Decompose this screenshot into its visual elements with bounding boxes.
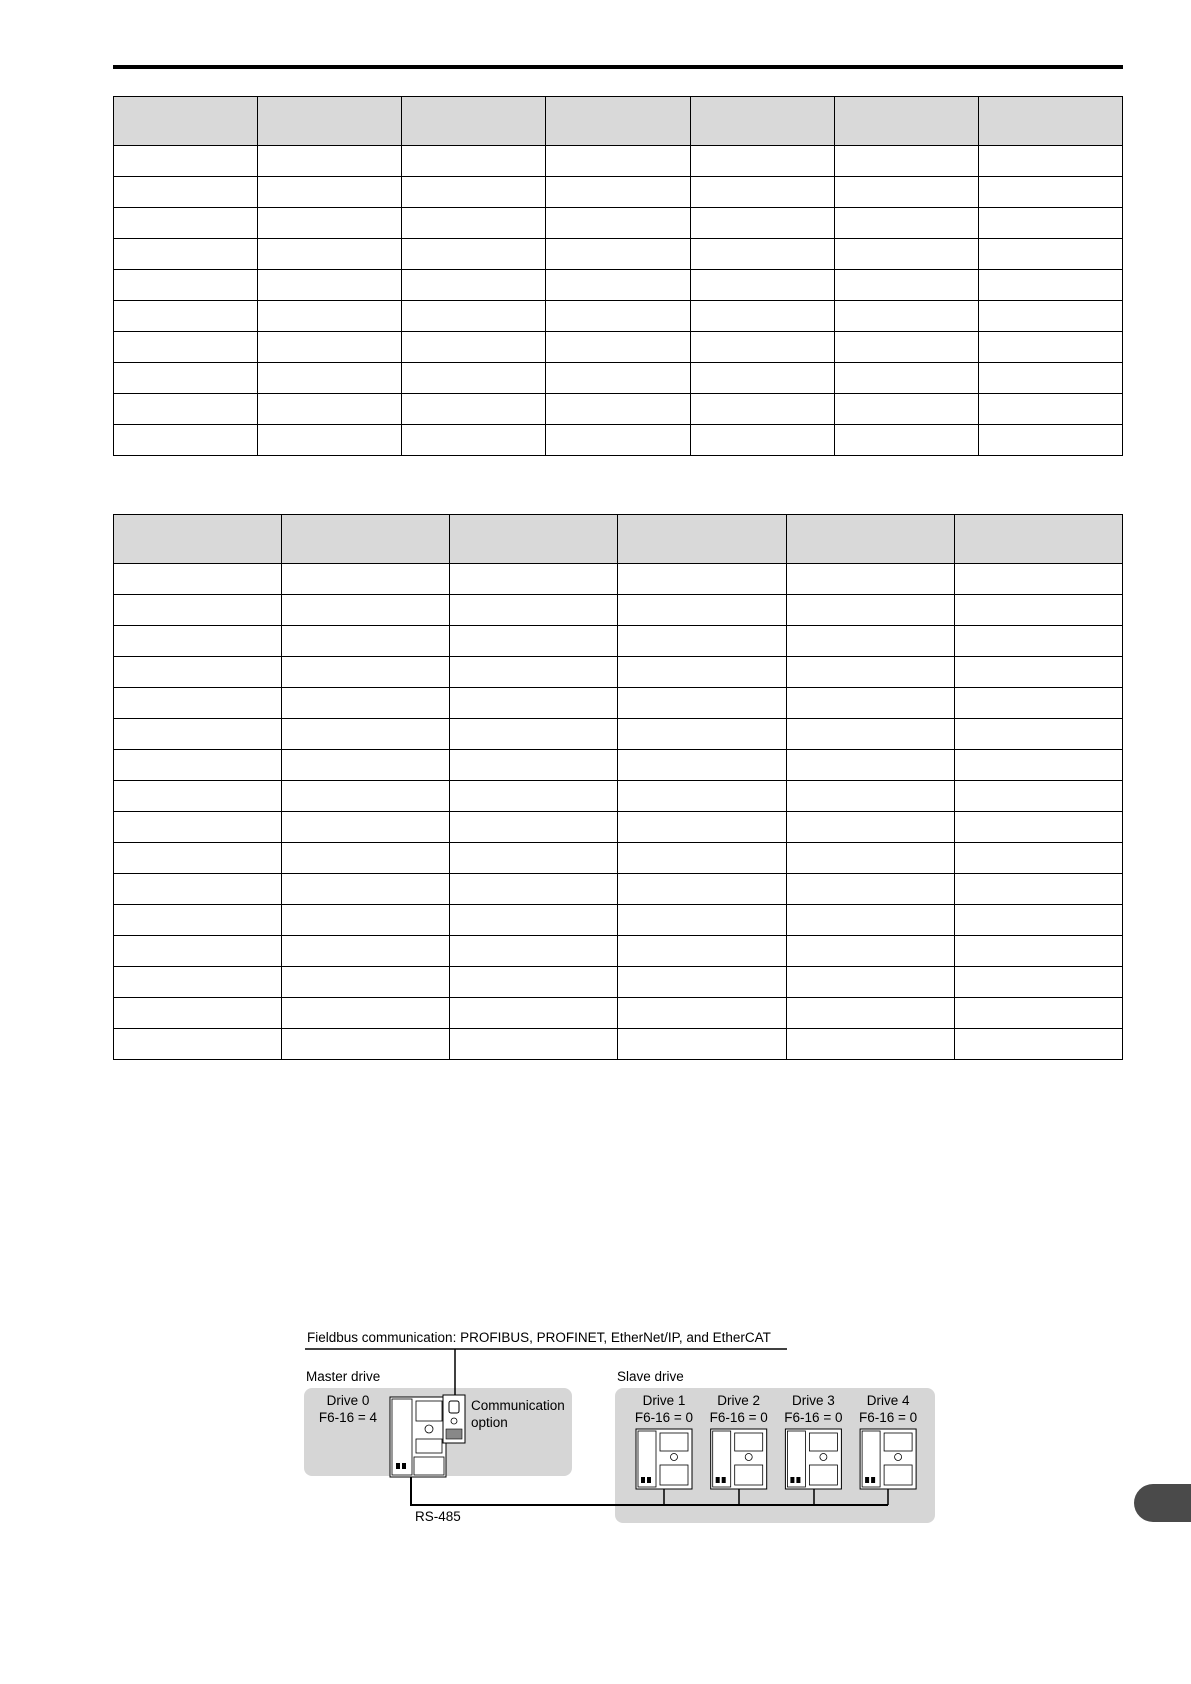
table-header-row bbox=[114, 515, 1123, 564]
table-cell bbox=[282, 595, 450, 626]
table-cell bbox=[786, 905, 954, 936]
table-header-cell bbox=[546, 97, 690, 146]
table-cell bbox=[786, 998, 954, 1029]
table-cell bbox=[114, 1029, 282, 1060]
table-row bbox=[114, 363, 1123, 394]
table-cell bbox=[282, 843, 450, 874]
table-header-cell bbox=[618, 515, 786, 564]
table-cell bbox=[618, 750, 786, 781]
table-cell bbox=[114, 750, 282, 781]
table-cell bbox=[114, 146, 258, 177]
table-header-cell bbox=[402, 97, 546, 146]
table-cell bbox=[978, 332, 1122, 363]
slave-drive-icon bbox=[711, 1429, 767, 1489]
table-header-cell bbox=[786, 515, 954, 564]
table-cell bbox=[402, 394, 546, 425]
table-row bbox=[114, 998, 1123, 1029]
table-cell bbox=[978, 363, 1122, 394]
table-cell bbox=[402, 301, 546, 332]
table-cell bbox=[282, 719, 450, 750]
table-row bbox=[114, 657, 1123, 688]
table-cell bbox=[690, 394, 834, 425]
table-cell bbox=[114, 363, 258, 394]
table-cell bbox=[618, 564, 786, 595]
table-row bbox=[114, 874, 1123, 905]
chapter-tab bbox=[1134, 1484, 1191, 1522]
parameter-table-2 bbox=[113, 514, 1123, 1060]
table-cell bbox=[978, 270, 1122, 301]
table-cell bbox=[618, 905, 786, 936]
table-cell bbox=[402, 208, 546, 239]
table-cell bbox=[282, 936, 450, 967]
table-cell bbox=[114, 719, 282, 750]
table-cell bbox=[114, 270, 258, 301]
fieldbus-network-diagram bbox=[295, 1325, 945, 1525]
table-cell bbox=[114, 208, 258, 239]
table-cell bbox=[282, 967, 450, 998]
table-cell bbox=[546, 332, 690, 363]
table-row bbox=[114, 936, 1123, 967]
table-cell bbox=[834, 208, 978, 239]
table-cell bbox=[258, 208, 402, 239]
table-row bbox=[114, 564, 1123, 595]
table-header-row bbox=[114, 97, 1123, 146]
parameter-table-1 bbox=[113, 96, 1123, 456]
table-cell bbox=[618, 936, 786, 967]
table-cell bbox=[786, 781, 954, 812]
table-cell bbox=[258, 146, 402, 177]
table-cell bbox=[546, 394, 690, 425]
table-cell bbox=[450, 688, 618, 719]
table-cell bbox=[954, 657, 1122, 688]
table-cell bbox=[402, 332, 546, 363]
table-cell bbox=[954, 936, 1122, 967]
table-cell bbox=[954, 967, 1122, 998]
table-cell bbox=[114, 564, 282, 595]
table-cell bbox=[954, 595, 1122, 626]
table-cell bbox=[834, 239, 978, 270]
table-cell bbox=[786, 967, 954, 998]
option-label-line-1: Communication bbox=[471, 1398, 565, 1413]
table-cell bbox=[282, 998, 450, 1029]
table-cell bbox=[618, 1029, 786, 1060]
table-row bbox=[114, 812, 1123, 843]
table-cell bbox=[282, 874, 450, 905]
slave-drive-setting: F6-16 = 0 bbox=[784, 1410, 843, 1425]
table-cell bbox=[618, 781, 786, 812]
table-cell bbox=[282, 905, 450, 936]
table-cell bbox=[114, 967, 282, 998]
slave-drive-name: Drive 4 bbox=[866, 1393, 910, 1408]
slave-drive-name: Drive 3 bbox=[792, 1393, 835, 1408]
table-cell bbox=[786, 874, 954, 905]
table-cell bbox=[786, 936, 954, 967]
table-cell bbox=[954, 874, 1122, 905]
table-cell bbox=[954, 564, 1122, 595]
table-cell bbox=[114, 998, 282, 1029]
table-cell bbox=[618, 812, 786, 843]
table-cell bbox=[114, 812, 282, 843]
table-cell bbox=[114, 301, 258, 332]
table-row bbox=[114, 332, 1123, 363]
table-cell bbox=[786, 626, 954, 657]
table-cell bbox=[402, 425, 546, 456]
table-cell bbox=[450, 719, 618, 750]
table-row bbox=[114, 750, 1123, 781]
table-header-cell bbox=[114, 97, 258, 146]
fieldbus-title: Fieldbus communication: PROFIBUS, PROFINET, EtherNet/IP, and EtherCAT bbox=[307, 1330, 771, 1345]
table-cell bbox=[690, 208, 834, 239]
table-cell bbox=[402, 239, 546, 270]
table-header-cell bbox=[114, 515, 282, 564]
table-row bbox=[114, 270, 1123, 301]
table-row bbox=[114, 781, 1123, 812]
table-cell bbox=[834, 332, 978, 363]
table-row bbox=[114, 967, 1123, 998]
table-cell bbox=[954, 626, 1122, 657]
table-cell bbox=[450, 812, 618, 843]
table-cell bbox=[954, 750, 1122, 781]
table-row bbox=[114, 425, 1123, 456]
table-row bbox=[114, 905, 1123, 936]
table-cell bbox=[834, 425, 978, 456]
table-cell bbox=[618, 998, 786, 1029]
table-cell bbox=[114, 177, 258, 208]
table-header-cell bbox=[834, 97, 978, 146]
table-cell bbox=[954, 998, 1122, 1029]
table-cell bbox=[282, 812, 450, 843]
master-drive-setting: F6-16 = 4 bbox=[318, 1410, 378, 1425]
master-drive-label: Master drive bbox=[306, 1369, 381, 1384]
table-row bbox=[114, 1029, 1123, 1060]
table-cell bbox=[546, 425, 690, 456]
table-cell bbox=[954, 719, 1122, 750]
table-row bbox=[114, 301, 1123, 332]
table-cell bbox=[402, 363, 546, 394]
table-cell bbox=[282, 688, 450, 719]
table-cell bbox=[954, 688, 1122, 719]
master-drive-name: Drive 0 bbox=[326, 1393, 370, 1408]
table-row bbox=[114, 688, 1123, 719]
table-cell bbox=[282, 657, 450, 688]
table-cell bbox=[618, 595, 786, 626]
table-cell bbox=[114, 425, 258, 456]
table-cell bbox=[690, 301, 834, 332]
table-cell bbox=[618, 719, 786, 750]
table-cell bbox=[546, 177, 690, 208]
table-cell bbox=[786, 1029, 954, 1060]
table-cell bbox=[258, 239, 402, 270]
table-cell bbox=[114, 595, 282, 626]
slave-drive-setting: F6-16 = 0 bbox=[634, 1410, 694, 1425]
slave-drive-setting: F6-16 = 0 bbox=[859, 1410, 918, 1425]
table-cell bbox=[618, 874, 786, 905]
table-cell bbox=[834, 301, 978, 332]
table-cell bbox=[546, 208, 690, 239]
table-header-cell bbox=[258, 97, 402, 146]
table-row bbox=[114, 208, 1123, 239]
table-cell bbox=[690, 363, 834, 394]
table-row bbox=[114, 146, 1123, 177]
table-cell bbox=[258, 177, 402, 208]
table-cell bbox=[834, 146, 978, 177]
table-cell bbox=[618, 657, 786, 688]
table-cell bbox=[450, 657, 618, 688]
table-cell bbox=[114, 843, 282, 874]
table-cell bbox=[450, 564, 618, 595]
rs485-label: RS-485 bbox=[415, 1509, 461, 1524]
table-cell bbox=[258, 363, 402, 394]
table-cell bbox=[690, 177, 834, 208]
table-cell bbox=[282, 564, 450, 595]
table-cell bbox=[690, 239, 834, 270]
table-cell bbox=[618, 967, 786, 998]
table-cell bbox=[402, 146, 546, 177]
table-header-cell bbox=[450, 515, 618, 564]
table-cell bbox=[618, 626, 786, 657]
table-cell bbox=[402, 177, 546, 208]
table-cell bbox=[786, 688, 954, 719]
table-cell bbox=[834, 177, 978, 208]
table-cell bbox=[114, 394, 258, 425]
table-cell bbox=[618, 688, 786, 719]
table-cell bbox=[834, 394, 978, 425]
table-cell bbox=[954, 905, 1122, 936]
slave-drive-icon bbox=[785, 1429, 841, 1489]
table-cell bbox=[690, 425, 834, 456]
table-header-cell bbox=[690, 97, 834, 146]
table-row bbox=[114, 843, 1123, 874]
table-cell bbox=[978, 146, 1122, 177]
table-cell bbox=[282, 750, 450, 781]
table-cell bbox=[954, 781, 1122, 812]
table-cell bbox=[546, 363, 690, 394]
table-cell bbox=[786, 719, 954, 750]
table-row bbox=[114, 394, 1123, 425]
table-cell bbox=[282, 1029, 450, 1060]
table-cell bbox=[258, 270, 402, 301]
table-cell bbox=[450, 967, 618, 998]
table-cell bbox=[546, 239, 690, 270]
table-cell bbox=[450, 905, 618, 936]
table-cell bbox=[954, 812, 1122, 843]
table-cell bbox=[114, 874, 282, 905]
table-cell bbox=[618, 843, 786, 874]
table-cell bbox=[114, 626, 282, 657]
slave-drive-icon bbox=[860, 1429, 916, 1489]
table-cell bbox=[978, 425, 1122, 456]
table-cell bbox=[258, 425, 402, 456]
table-cell bbox=[114, 657, 282, 688]
slave-drive-icon bbox=[636, 1429, 692, 1489]
table-cell bbox=[786, 750, 954, 781]
table-cell bbox=[258, 332, 402, 363]
table-cell bbox=[402, 270, 546, 301]
table-cell bbox=[282, 781, 450, 812]
table-cell bbox=[450, 936, 618, 967]
table-cell bbox=[450, 626, 618, 657]
table-cell bbox=[978, 208, 1122, 239]
table-row bbox=[114, 177, 1123, 208]
table-cell bbox=[978, 239, 1122, 270]
table-cell bbox=[546, 270, 690, 301]
table-cell bbox=[834, 363, 978, 394]
slave-drive-name: Drive 2 bbox=[717, 1393, 761, 1408]
communication-option-icon bbox=[443, 1395, 465, 1443]
table-cell bbox=[978, 177, 1122, 208]
table-cell bbox=[114, 936, 282, 967]
slave-drive-label: Slave drive bbox=[617, 1369, 684, 1384]
table-cell bbox=[954, 1029, 1122, 1060]
table-cell bbox=[690, 270, 834, 301]
table-cell bbox=[282, 626, 450, 657]
table-cell bbox=[258, 394, 402, 425]
slave-drive-name: Drive 1 bbox=[642, 1393, 686, 1408]
option-label-line-2: option bbox=[471, 1415, 508, 1430]
header-rule bbox=[113, 65, 1123, 69]
table-cell bbox=[786, 595, 954, 626]
slave-drive-setting: F6-16 = 0 bbox=[709, 1410, 768, 1425]
table-cell bbox=[258, 301, 402, 332]
table-cell bbox=[450, 750, 618, 781]
table-cell bbox=[978, 301, 1122, 332]
table-cell bbox=[954, 843, 1122, 874]
table-cell bbox=[786, 657, 954, 688]
table-cell bbox=[786, 564, 954, 595]
table-cell bbox=[114, 905, 282, 936]
table-cell bbox=[450, 874, 618, 905]
table-cell bbox=[450, 1029, 618, 1060]
table-row bbox=[114, 626, 1123, 657]
table-cell bbox=[690, 332, 834, 363]
table-cell bbox=[546, 301, 690, 332]
table-cell bbox=[834, 270, 978, 301]
table-cell bbox=[450, 781, 618, 812]
table-cell bbox=[786, 812, 954, 843]
table-header-cell bbox=[954, 515, 1122, 564]
table-cell bbox=[114, 239, 258, 270]
table-cell bbox=[450, 998, 618, 1029]
table-row bbox=[114, 595, 1123, 626]
table-row bbox=[114, 719, 1123, 750]
table-cell bbox=[114, 781, 282, 812]
table-cell bbox=[114, 332, 258, 363]
table-header-cell bbox=[282, 515, 450, 564]
table-cell bbox=[690, 146, 834, 177]
master-drive-icon bbox=[390, 1397, 446, 1477]
table-cell bbox=[114, 688, 282, 719]
table-header-cell bbox=[978, 97, 1122, 146]
table-row bbox=[114, 239, 1123, 270]
table-cell bbox=[978, 394, 1122, 425]
table-cell bbox=[450, 843, 618, 874]
table-cell bbox=[786, 843, 954, 874]
table-cell bbox=[450, 595, 618, 626]
table-cell bbox=[546, 146, 690, 177]
